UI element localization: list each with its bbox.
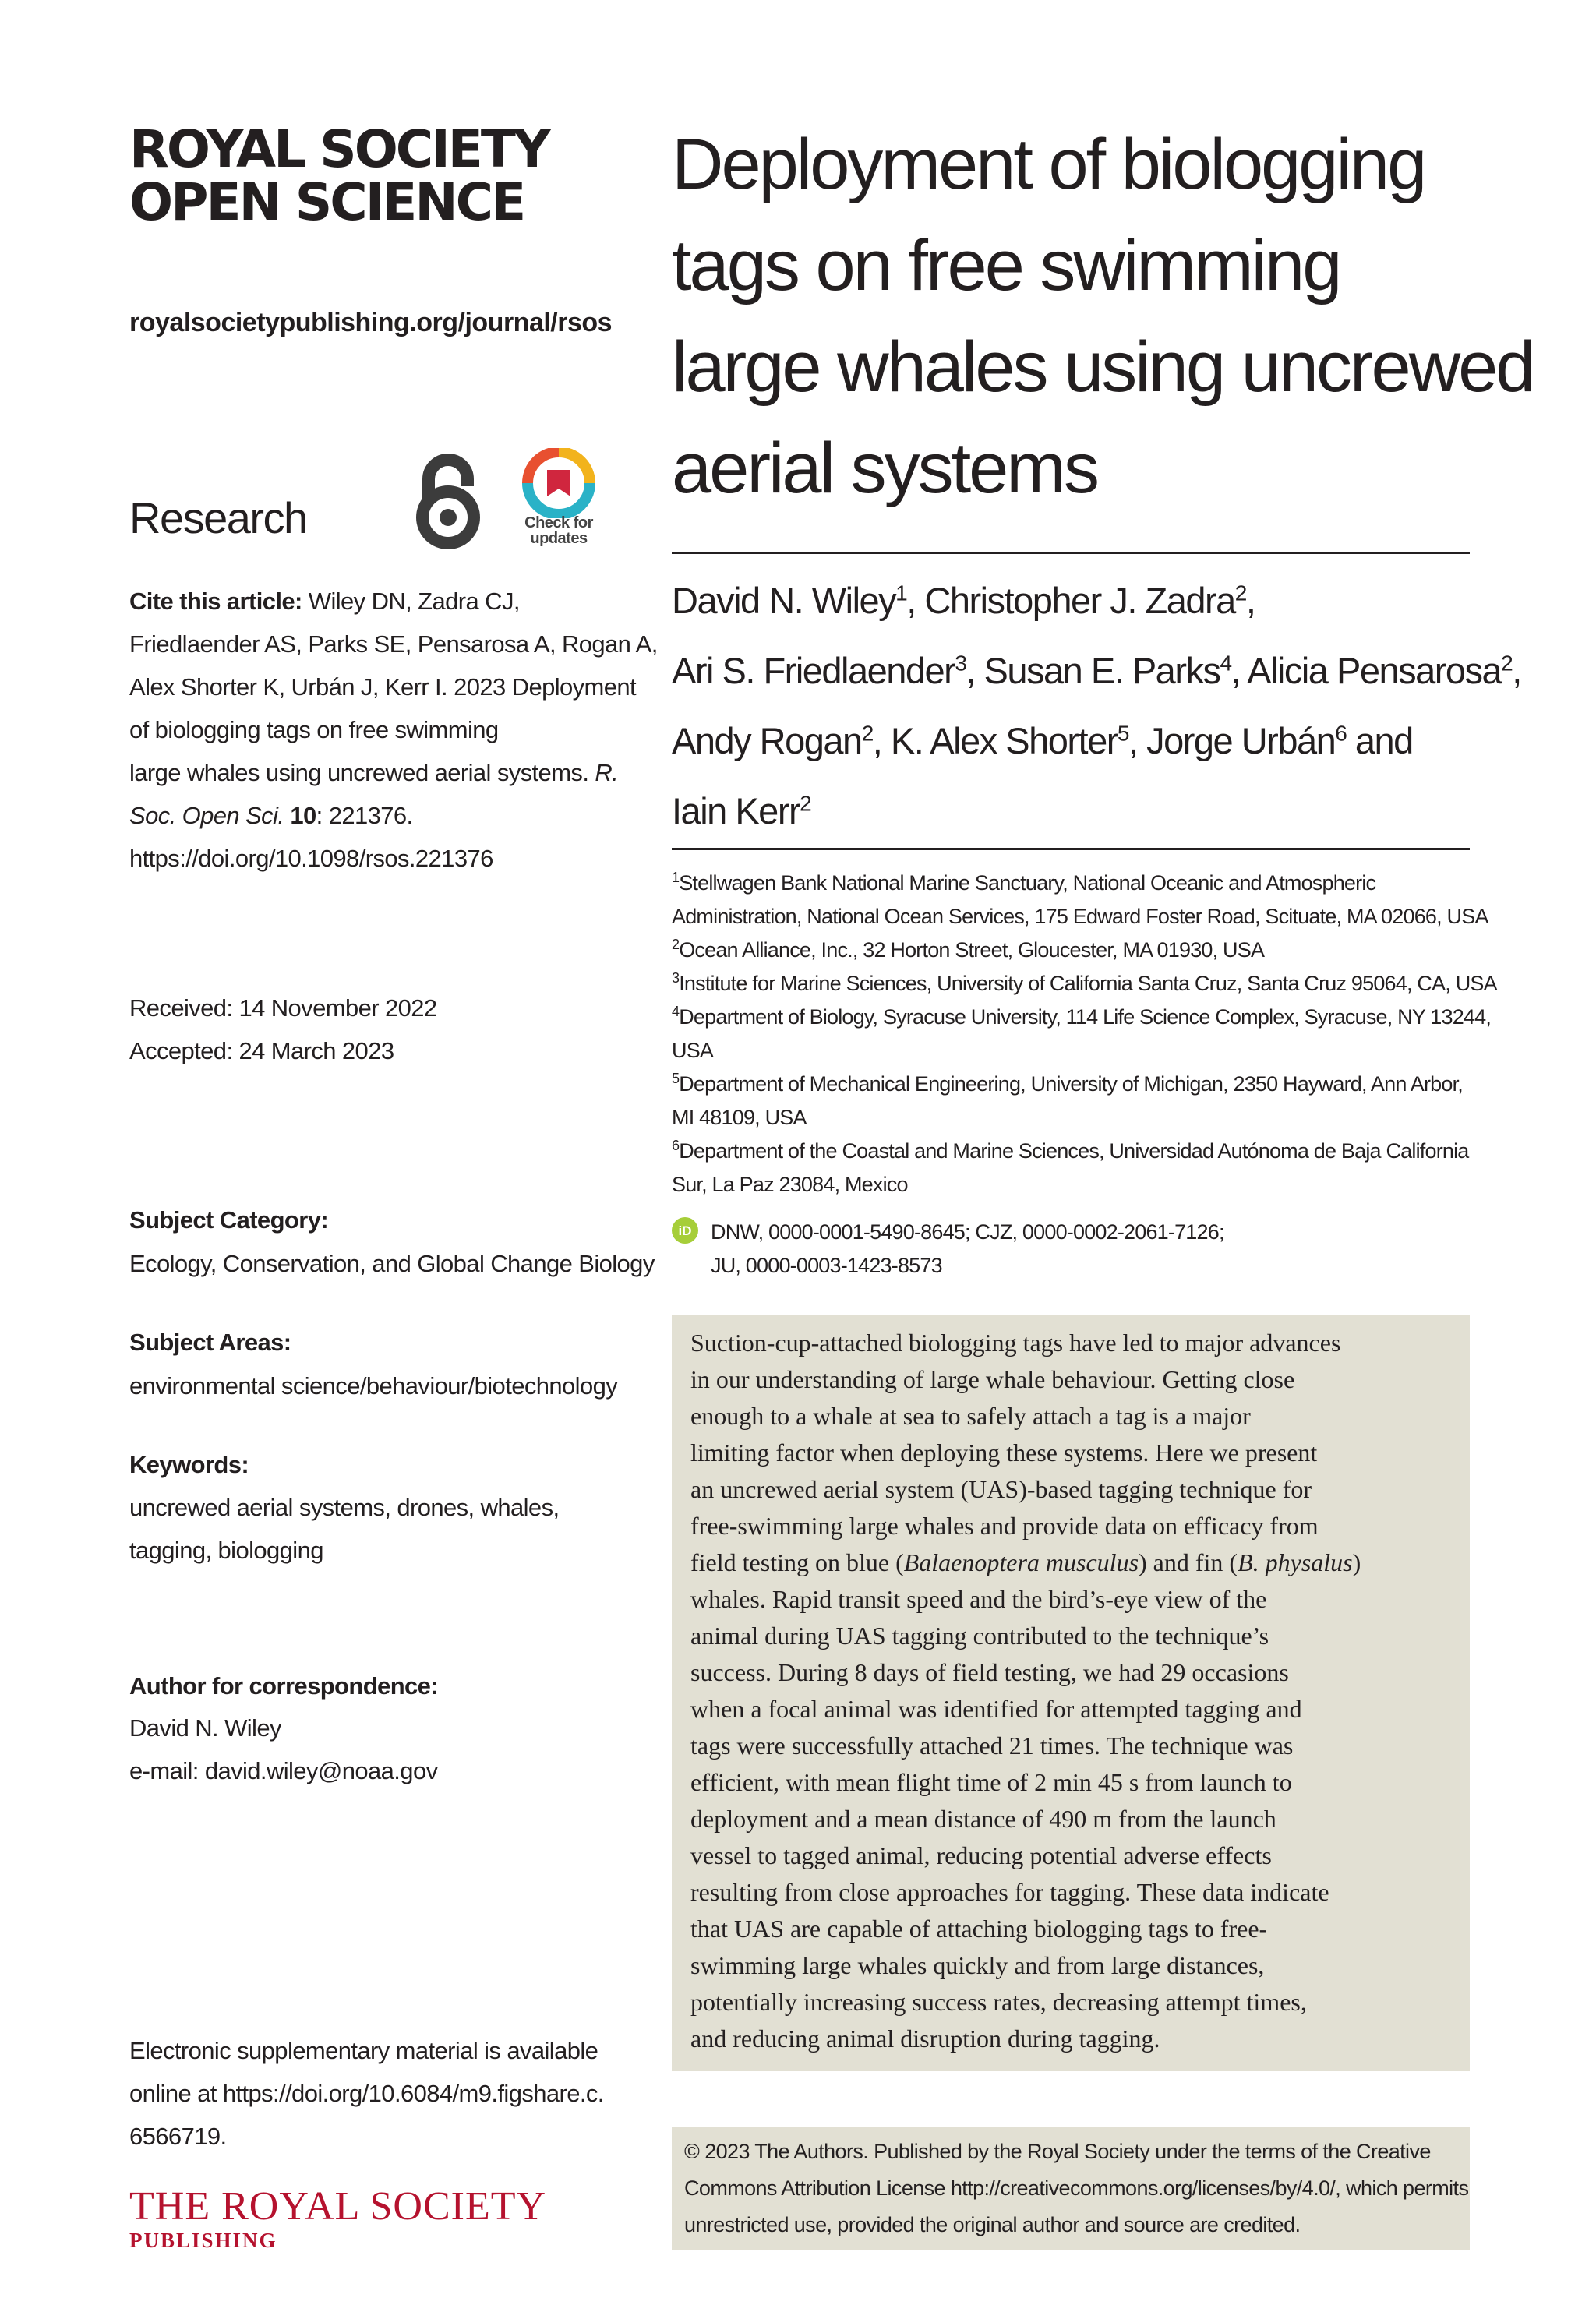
- orcid-icon[interactable]: [672, 1217, 698, 1244]
- supplementary-line: Electronic supplementary material is available: [129, 2037, 598, 2064]
- abstract-line: free-swimming large whales and provide data on efficacy from: [690, 1512, 1319, 1540]
- author-affiliation-sup: 3: [955, 651, 966, 676]
- citation-volume: 10: [284, 802, 316, 829]
- license-text: [684, 2134, 1468, 2243]
- abstract-line: enough to a whale at sea to safely attach a tag is a major: [690, 1402, 1251, 1430]
- abstract-species: B. physalus: [1238, 1548, 1353, 1576]
- title-divider: [672, 552, 1470, 554]
- author-list: [672, 566, 1521, 846]
- journal-logo-line2: OPEN SCIENCE: [129, 172, 524, 232]
- affiliation-text: Sur, La Paz 23084, Mexico: [672, 1173, 908, 1196]
- citation-article-number: : 221376.: [316, 802, 413, 829]
- citation-line: Alex Shorter K, Urbán J, Kerr I. 2023 Deployment: [129, 673, 637, 701]
- author-affiliation-sup: 2: [1501, 651, 1513, 676]
- abstract-line: when a focal animal was identified for attempted tagging and: [690, 1695, 1302, 1723]
- abstract-line: vessel to tagged animal, reducing potential adverse effects: [690, 1841, 1272, 1869]
- correspondence-label: Author for correspondence:: [129, 1672, 439, 1700]
- abstract-line: an uncrewed aerial system (UAS)-based tagging technique for: [690, 1475, 1312, 1503]
- open-access-icon[interactable]: [413, 452, 483, 553]
- title-line: Deployment of biologging: [672, 125, 1425, 204]
- publisher-logo-sub: PUBLISHING: [129, 2229, 277, 2252]
- author-affiliation-sup: 5: [1117, 721, 1128, 746]
- subject-areas-value: environmental science/behaviour/biotechnology: [129, 1372, 618, 1400]
- author-affiliation-sup: 2: [800, 791, 811, 816]
- abstract-line: potentially increasing success rates, decreasing attempt times,: [690, 1988, 1307, 2016]
- subject-category-value: Ecology, Conservation, and Global Change Biology: [129, 1250, 655, 1277]
- citation-journal-abbrev: R.: [588, 759, 619, 786]
- abstract-line: resulting from close approaches for tagging. These data indicate: [690, 1878, 1329, 1906]
- author-affiliation-sup: 4: [1220, 651, 1231, 676]
- orcid-line[interactable]: DNW, 0000-0001-5490-8645; CJZ, 0000-0002-2061-7126;: [711, 1220, 1224, 1244]
- abstract-line: that UAS are capable of attaching biologging tags to free-: [690, 1915, 1268, 1943]
- accepted-date: Accepted: 24 March 2023: [129, 1037, 394, 1064]
- svg-text:iD: iD: [678, 1223, 692, 1238]
- author-affiliation-sup: 2: [861, 721, 873, 746]
- author-name: David N. Wiley: [672, 580, 896, 621]
- article-title: [672, 114, 1533, 519]
- abstract-line: efficient, with mean flight time of 2 min 45 s from launch to: [690, 1768, 1292, 1796]
- dates-block: [129, 987, 437, 1072]
- author-name: Ari S. Friedlaender: [672, 650, 955, 691]
- affiliations: [672, 867, 1497, 1202]
- keywords-list: [129, 1486, 559, 1572]
- affiliation-text: Administration, National Ocean Services, 175 Edward Foster Road, Scituate, MA 02066, USA: [672, 905, 1488, 928]
- license-line: unrestricted use, provided the original author and source are credited.: [684, 2213, 1301, 2236]
- keywords-line: uncrewed aerial systems, drones, whales,: [129, 1494, 560, 1521]
- subject-category-label: Subject Category:: [129, 1206, 329, 1234]
- author-divider: [672, 848, 1470, 850]
- orcid-ids: [711, 1216, 1224, 1283]
- affiliation-text: Department of Biology, Syracuse University, 114 Life Science Complex, Syracuse, NY 13244,: [679, 1005, 1492, 1029]
- license-box: [672, 2127, 1470, 2250]
- abstract-fragment: field testing on blue (: [690, 1548, 904, 1576]
- author-name: K. Alex Shorter: [890, 720, 1118, 761]
- title-line: aerial systems: [672, 429, 1097, 508]
- citation-block: [129, 580, 658, 880]
- abstract-line: swimming large whales quickly and from large distances,: [690, 1951, 1265, 1979]
- abstract-text: [690, 1325, 1451, 2057]
- author-separator: ,: [1128, 720, 1147, 761]
- affiliation-sup: 3: [672, 970, 680, 986]
- abstract-line: deployment and a mean distance of 490 m from the launch: [690, 1805, 1276, 1833]
- publisher-logo-name: THE ROYAL SOCIETY: [129, 2184, 547, 2229]
- affiliation-text: Department of Mechanical Engineering, University of Michigan, 2350 Hayward, Ann Arbor,: [679, 1072, 1463, 1096]
- correspondence-block: [129, 1707, 437, 1792]
- abstract-line: in our understanding of large whale behaviour. Getting close: [690, 1365, 1295, 1393]
- journal-logo-line1: ROYAL SOCIETY: [129, 119, 549, 179]
- keywords-line: tagging, biologging: [129, 1537, 323, 1564]
- orcid-line[interactable]: JU, 0000-0003-1423-8573: [711, 1254, 942, 1277]
- title-line: large whales using uncrewed: [672, 327, 1534, 407]
- author-separator: ,: [1231, 650, 1248, 691]
- citation-line: Friedlaender AS, Parks SE, Pensarosa A, Rogan A,: [129, 630, 658, 658]
- abstract-line: tags were successfully attached 21 times. The technique was: [690, 1731, 1294, 1760]
- affiliation-sup: 1: [672, 870, 680, 885]
- author-name: Christopher J. Zadra: [924, 580, 1235, 621]
- check-for-updates-badge[interactable]: [516, 448, 602, 553]
- license-line[interactable]: Commons Attribution License http://creativecommons.org/licenses/by/4.0/, which permits: [684, 2176, 1469, 2200]
- author-separator: ,: [1512, 650, 1521, 691]
- abstract-box: [672, 1315, 1470, 2071]
- abstract-line: and reducing animal disruption during tagging.: [690, 2024, 1160, 2053]
- affiliation-sup: 4: [672, 1004, 680, 1019]
- correspondence-email[interactable]: e-mail: david.wiley@noaa.gov: [129, 1757, 438, 1784]
- citation-line: large whales using uncrewed aerial systems.: [129, 759, 589, 786]
- received-date: Received: 14 November 2022: [129, 994, 437, 1022]
- author-separator: ,: [1245, 580, 1255, 621]
- author-affiliation-sup: 1: [895, 581, 907, 605]
- affiliation-text: Ocean Alliance, Inc., 32 Horton Street, Gloucester, MA 01930, USA: [679, 938, 1265, 962]
- author-name: Jorge Urbán: [1146, 720, 1336, 761]
- author-separator: ,: [872, 720, 891, 761]
- abstract-line: animal during UAS tagging contributed to the technique’s: [690, 1622, 1269, 1650]
- abstract-line: success. During 8 days of field testing, we had 29 occasions: [690, 1658, 1289, 1686]
- supplementary-note: [129, 2029, 604, 2158]
- author-name: Alicia Pensarosa: [1247, 650, 1502, 691]
- author-name: Iain Kerr: [672, 790, 800, 831]
- abstract-line: limiting factor when deploying these systems. Here we present: [690, 1438, 1318, 1467]
- author-separator: and: [1346, 720, 1413, 761]
- affiliation-text: MI 48109, USA: [672, 1106, 807, 1129]
- abstract-species: Balaenoptera musculus: [903, 1548, 1139, 1576]
- abstract-line: Suction-cup-attached biologging tags have led to major advances: [690, 1329, 1341, 1357]
- abstract-line: [690, 1544, 1451, 1581]
- author-name: Susan E. Parks: [983, 650, 1220, 691]
- citation-label: Cite this article:: [129, 588, 302, 615]
- affiliation-text: Institute for Marine Sciences, University of California Santa Cruz, Santa Cruz 95064, CA, USA: [679, 972, 1497, 995]
- subject-areas-label: Subject Areas:: [129, 1329, 291, 1356]
- supplementary-line: 6566719.: [129, 2123, 227, 2150]
- license-line: © 2023 The Authors. Published by the Royal Society under the terms of the Creative: [684, 2140, 1431, 2163]
- affiliation-sup: 5: [672, 1071, 680, 1086]
- title-line: tags on free swimming: [672, 226, 1340, 305]
- keywords-label: Keywords:: [129, 1451, 249, 1478]
- affiliation-sup: 2: [672, 937, 680, 952]
- author-affiliation-sup: 6: [1335, 721, 1347, 746]
- check-updates-icon: [516, 448, 602, 518]
- citation-doi-link[interactable]: https://doi.org/10.1098/rsos.221376: [129, 845, 493, 872]
- check-updates-label1: Check for: [524, 514, 593, 531]
- correspondence-name: David N. Wiley: [129, 1714, 281, 1742]
- abstract-line: whales. Rapid transit speed and the bird’s-eye view of the: [690, 1585, 1267, 1613]
- abstract-fragment: ) and fin (: [1139, 1548, 1238, 1576]
- abstract-fragment: ): [1352, 1548, 1361, 1576]
- author-separator: ,: [966, 650, 984, 691]
- author-separator: ,: [906, 580, 925, 621]
- affiliation-text: Stellwagen Bank National Marine Sanctuary, National Oceanic and Atmospheric: [679, 871, 1376, 895]
- author-affiliation-sup: 2: [1234, 581, 1246, 605]
- affiliation-text: Department of the Coastal and Marine Sciences, Universidad Autónoma de Baja California: [679, 1139, 1469, 1163]
- section-label: Research: [129, 493, 307, 542]
- citation-line: Wiley DN, Zadra CJ,: [302, 588, 520, 615]
- check-updates-label2: updates: [530, 530, 588, 547]
- affiliation-sup: 6: [672, 1138, 680, 1153]
- supplementary-link[interactable]: online at https://doi.org/10.6084/m9.figshare.c.: [129, 2080, 604, 2107]
- citation-line: of biologging tags on free swimming: [129, 716, 499, 743]
- journal-url-link[interactable]: royalsocietypublishing.org/journal/rsos: [129, 308, 613, 337]
- affiliation-text: USA: [672, 1039, 714, 1062]
- author-name: Andy Rogan: [672, 720, 862, 761]
- citation-journal-abbrev: Soc. Open Sci.: [129, 802, 284, 829]
